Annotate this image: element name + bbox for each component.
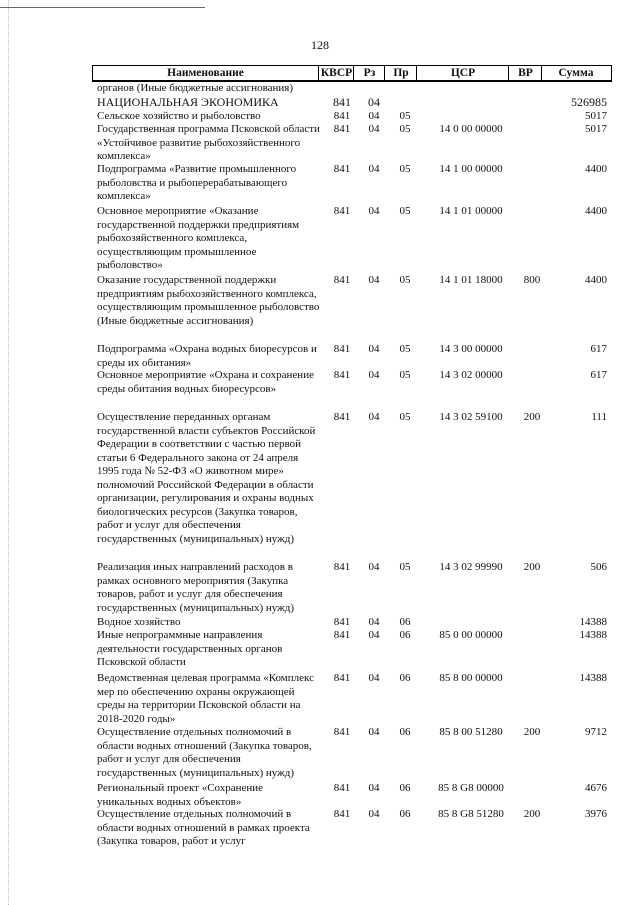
cell-pr: 06 xyxy=(399,726,411,738)
cell-pr: 06 xyxy=(399,629,411,641)
cell-sum: 3976 xyxy=(585,808,607,820)
cell-kvsr: 841 xyxy=(333,629,351,641)
cell-kvsr: 841 xyxy=(333,808,351,820)
cell-rz: 04 xyxy=(368,629,380,641)
cell-sum: 4676 xyxy=(585,782,607,794)
cell-sum: 617 xyxy=(590,343,607,355)
cell-sum: 506 xyxy=(590,561,607,573)
cell-sum: 5017 xyxy=(585,123,607,135)
cell-csr: 85 8 G8 00000 xyxy=(438,782,504,794)
cell-kvsr: 841 xyxy=(333,110,351,122)
cell-kvsr: 841 xyxy=(333,205,351,217)
cell-pr: 05 xyxy=(399,343,411,355)
header-pr: Пр xyxy=(384,66,417,80)
cell-pr: 06 xyxy=(399,616,411,628)
cell-name: Государственная программа Псковской области «Устойчивое развитие рыбохозяйственного комплекса» xyxy=(97,123,320,162)
cell-csr: 85 0 00 00000 xyxy=(439,629,503,641)
cell-name: Водное хозяйство xyxy=(97,616,181,628)
cell-kvsr: 841 xyxy=(333,561,351,573)
cell-name: Региональный проект «Сохранение уникальных водных объектов» xyxy=(97,782,264,808)
cell-rz: 04 xyxy=(368,808,380,820)
cell-rz: 04 xyxy=(368,123,380,135)
cell-vr: 800 xyxy=(523,274,541,286)
cell-kvsr: 841 xyxy=(333,343,351,355)
cell-pr: 05 xyxy=(399,205,411,217)
cell-kvsr: 841 xyxy=(333,411,351,423)
header-kvsr: КВСР xyxy=(318,66,354,80)
cell-vr: 200 xyxy=(523,561,541,573)
cell-kvsr: 841 xyxy=(333,672,351,684)
cell-rz: 04 xyxy=(368,95,380,109)
cell-rz: 04 xyxy=(368,343,380,355)
cell-vr: 200 xyxy=(523,808,541,820)
cell-pr: 05 xyxy=(399,110,411,122)
cell-name: Реализация иных направлений расходов в рамках основного мероприятия (Закупка товаров, работ и услуг для обеспечения государственных (муниципальных) нужд) xyxy=(97,561,294,614)
cell-csr: 14 3 02 59100 xyxy=(439,411,503,423)
cell-vr: 200 xyxy=(523,411,541,423)
cell-rz: 04 xyxy=(368,616,380,628)
cell-pr: 05 xyxy=(399,369,411,381)
page-number: 128 xyxy=(311,38,329,52)
cell-name: Подпрограмма «Развитие промышленного рыболовства и рыбоперерабатывающего комплекса» xyxy=(97,163,297,202)
header-sum: Сумма xyxy=(541,66,610,80)
cell-name: Оказание государственной поддержки предприятиям рыбохозяйственного комплекса, осуществляющим промышленное рыболовство (Иные бюджетные ассигнования) xyxy=(97,274,320,327)
cell-pr: 05 xyxy=(399,123,411,135)
cell-rz: 04 xyxy=(368,672,380,684)
cell-rz: 04 xyxy=(368,274,380,286)
cell-pr: 06 xyxy=(399,782,411,794)
cell-sum: 617 xyxy=(590,369,607,381)
cell-kvsr: 841 xyxy=(333,95,351,109)
cell-name: Осуществление отдельных полномочий в области водных отношений (Закупка товаров, работ и услуг для обеспечения государственных (муниципальных) нужд) xyxy=(97,726,312,779)
cell-name: НАЦИОНАЛЬНАЯ ЭКОНОМИКА xyxy=(97,95,279,109)
cell-sum: 4400 xyxy=(585,205,607,217)
cell-kvsr: 841 xyxy=(333,369,351,381)
cell-csr: 14 0 00 00000 xyxy=(439,123,503,135)
cell-rz: 04 xyxy=(368,726,380,738)
cell-rz: 04 xyxy=(368,110,380,122)
cell-csr: 14 1 01 18000 xyxy=(439,274,503,286)
cell-name: органов (Иные бюджетные ассигнования) xyxy=(97,82,294,94)
cell-name: Иные непрограммные направления деятельности государственных органов Псковской области xyxy=(97,629,283,668)
cell-sum: 14388 xyxy=(579,616,607,628)
cell-name: Осуществление отдельных полномочий в области водных отношений в рамках проекта (Закупка товаров, работ и услуг xyxy=(97,808,310,847)
cell-sum: 4400 xyxy=(585,274,607,286)
cell-kvsr: 841 xyxy=(333,274,351,286)
cell-vr: 200 xyxy=(523,726,541,738)
cell-csr: 14 1 00 00000 xyxy=(439,163,503,175)
cell-rz: 04 xyxy=(368,205,380,217)
cell-sum: 14388 xyxy=(579,629,607,641)
cell-sum: 111 xyxy=(591,411,607,423)
header-vr: ВР xyxy=(508,66,542,80)
header-csr: ЦСР xyxy=(416,66,509,80)
table-header xyxy=(92,65,612,82)
header-rz: Рз xyxy=(353,66,385,80)
top-rule xyxy=(0,7,205,8)
cell-csr: 85 8 00 51280 xyxy=(439,726,503,738)
cell-rz: 04 xyxy=(368,369,380,381)
cell-rz: 04 xyxy=(368,163,380,175)
cell-name: Подпрограмма «Охрана водных биоресурсов и среды их обитания» xyxy=(97,343,317,369)
cell-csr: 14 3 02 00000 xyxy=(439,369,503,381)
cell-sum: 4400 xyxy=(585,163,607,175)
cell-pr: 06 xyxy=(399,808,411,820)
cell-csr: 14 1 01 00000 xyxy=(439,205,503,217)
cell-kvsr: 841 xyxy=(333,726,351,738)
cell-sum: 526985 xyxy=(571,95,607,109)
cell-pr: 05 xyxy=(399,163,411,175)
cell-pr: 05 xyxy=(399,411,411,423)
scan-edge xyxy=(8,0,9,905)
cell-rz: 04 xyxy=(368,561,380,573)
cell-name: Осуществление переданных органам государственной власти субъектов Российской Федерации в соответствии с частью первой статьи 6 Федерального закона от 24 апреля 1995 года № 52-ФЗ «О животном мире» полномочий Российской Федерации в области организации, регулирования и охраны водных биологических ресурсов (Закупка товаров, работ и услуг для обеспечения государственных (муниципальных) нужд) xyxy=(97,411,316,545)
cell-rz: 04 xyxy=(368,411,380,423)
cell-kvsr: 841 xyxy=(333,782,351,794)
cell-name: Основное мероприятие «Оказание государственной поддержки предприятиям рыбохозяйственного комплекса, осуществляющим промышленное рыболовство» xyxy=(97,205,300,271)
cell-kvsr: 841 xyxy=(333,163,351,175)
cell-rz: 04 xyxy=(368,782,380,794)
cell-csr: 14 3 00 00000 xyxy=(439,343,503,355)
cell-pr: 05 xyxy=(399,274,411,286)
cell-name: Основное мероприятие «Охрана и сохранение среды обитания водных биоресурсов» xyxy=(97,369,314,395)
cell-pr: 05 xyxy=(399,561,411,573)
cell-sum: 9712 xyxy=(585,726,607,738)
cell-csr: 85 8 00 00000 xyxy=(439,672,503,684)
cell-sum: 5017 xyxy=(585,110,607,122)
cell-pr: 06 xyxy=(399,672,411,684)
cell-csr: 14 3 02 99990 xyxy=(439,561,503,573)
header-name: Наименование xyxy=(167,67,244,79)
cell-name: Сельское хозяйство и рыболовство xyxy=(97,110,261,122)
cell-name: Ведомственная целевая программа «Комплекс мер по обеспечению охраны окружающей среды на территории Псковской области на 2018-2020 годы» xyxy=(97,672,314,725)
cell-csr: 85 8 G8 51280 xyxy=(438,808,504,820)
cell-kvsr: 841 xyxy=(333,123,351,135)
cell-kvsr: 841 xyxy=(333,616,351,628)
cell-sum: 14388 xyxy=(579,672,607,684)
